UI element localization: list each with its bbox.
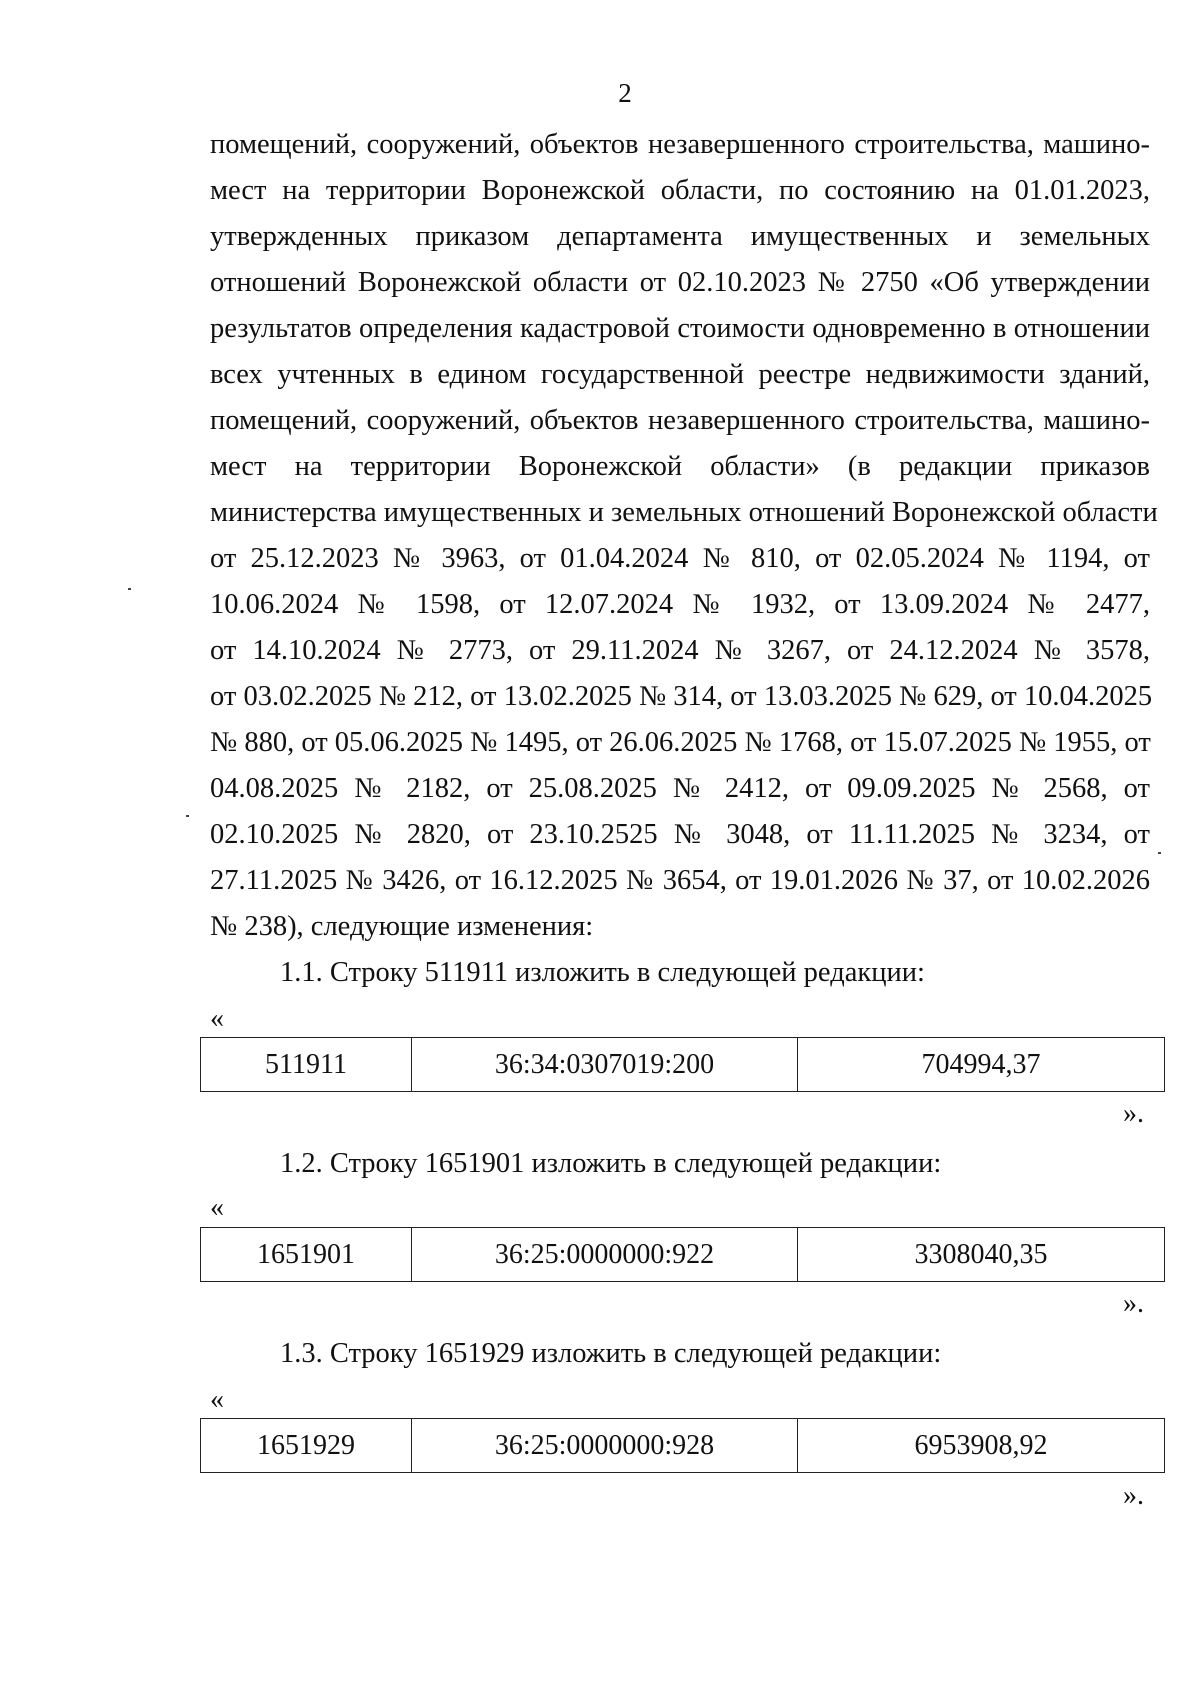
cadastral-value-cell: 3308040,35 [798,1228,1165,1282]
body-line: помещений, сооружений, объектов незавершенного строительства, машино- [210,405,1150,436]
item-heading: 1.1. Строку 511911 изложить в следующей редакции: [280,957,925,988]
body-line: от 03.02.2025 № 212, от 13.02.2025 № 314, от 13.03.2025 № 629, от 10.04.2025 [210,681,1153,712]
body-line: утвержденных приказом департамента имущественных и земельных [210,221,1150,252]
body-line: от 25.12.2023 № 3963, от 01.04.2024 № 810, от 02.05.2024 № 1194, от [210,543,1150,574]
page-number: 2 [618,78,632,108]
scan-speck [186,815,189,817]
body-line: мест на территории Воронежской области» (в редакции приказов [210,451,1150,482]
closing-quote: ». [1123,1480,1144,1511]
row-number-cell: 1651929 [201,1419,412,1473]
body-line: результатов определения кадастровой стоимости одновременно в отношении [210,313,1150,344]
body-line: всех учтенных в едином государственной реестре недвижимости зданий, [210,359,1150,390]
body-line: 10.06.2024 № 1598, от 12.07.2024 № 1932, от 13.09.2024 № 2477, [210,589,1150,620]
body-line: № 880, от 05.06.2025 № 1495, от 26.06.2025 № 1768, от 15.07.2025 № 1955, от [210,727,1151,758]
body-line: мест на территории Воронежской области, по состоянию на 01.01.2023, [210,175,1150,206]
table-row [201,1228,1165,1282]
table-row [201,1419,1165,1473]
replacement-row-table [200,1418,1165,1473]
body-line: № 238), следующие изменения: [210,911,594,942]
body-line: министерства имущественных и земельных отношений Воронежской области [210,497,1158,528]
opening-quote: « [210,1384,224,1415]
item-heading: 1.2. Строку 1651901 изложить в следующей редакции: [280,1148,942,1179]
body-line: 27.11.2025 № 3426, от 16.12.2025 № 3654, от 19.01.2026 № 37, от 10.02.2026 [210,865,1150,896]
closing-quote: ». [1123,1288,1144,1319]
cadastral-number-cell: 36:25:0000000:922 [412,1228,798,1282]
body-line: 02.10.2025 № 2820, от 23.10.2525 № 3048, от 11.11.2025 № 3234, от [210,819,1150,850]
row-number-cell: 1651901 [201,1228,412,1282]
row-number-cell: 511911 [201,1038,412,1092]
cadastral-number-cell: 36:34:0307019:200 [412,1038,798,1092]
cadastral-value-cell: 6953908,92 [798,1419,1165,1473]
opening-quote: « [210,1003,224,1034]
scan-speck [1158,852,1161,854]
replacement-row-table [200,1037,1165,1092]
closing-quote: ». [1123,1098,1144,1129]
body-line: 04.08.2025 № 2182, от 25.08.2025 № 2412, от 09.09.2025 № 2568, от [210,773,1150,804]
body-line: отношений Воронежской области от 02.10.2023 № 2750 «Об утверждении [210,267,1150,298]
item-heading: 1.3. Строку 1651929 изложить в следующей редакции: [280,1338,942,1369]
cadastral-number-cell: 36:25:0000000:928 [412,1419,798,1473]
replacement-row-table [200,1227,1165,1282]
cadastral-value-cell: 704994,37 [798,1038,1165,1092]
body-line: помещений, сооружений, объектов незавершенного строительства, машино- [210,129,1150,160]
scan-speck [128,588,131,590]
opening-quote: « [210,1192,224,1223]
body-line: от 14.10.2024 № 2773, от 29.11.2024 № 3267, от 24.12.2024 № 3578, [210,635,1150,666]
table-row [201,1038,1165,1092]
